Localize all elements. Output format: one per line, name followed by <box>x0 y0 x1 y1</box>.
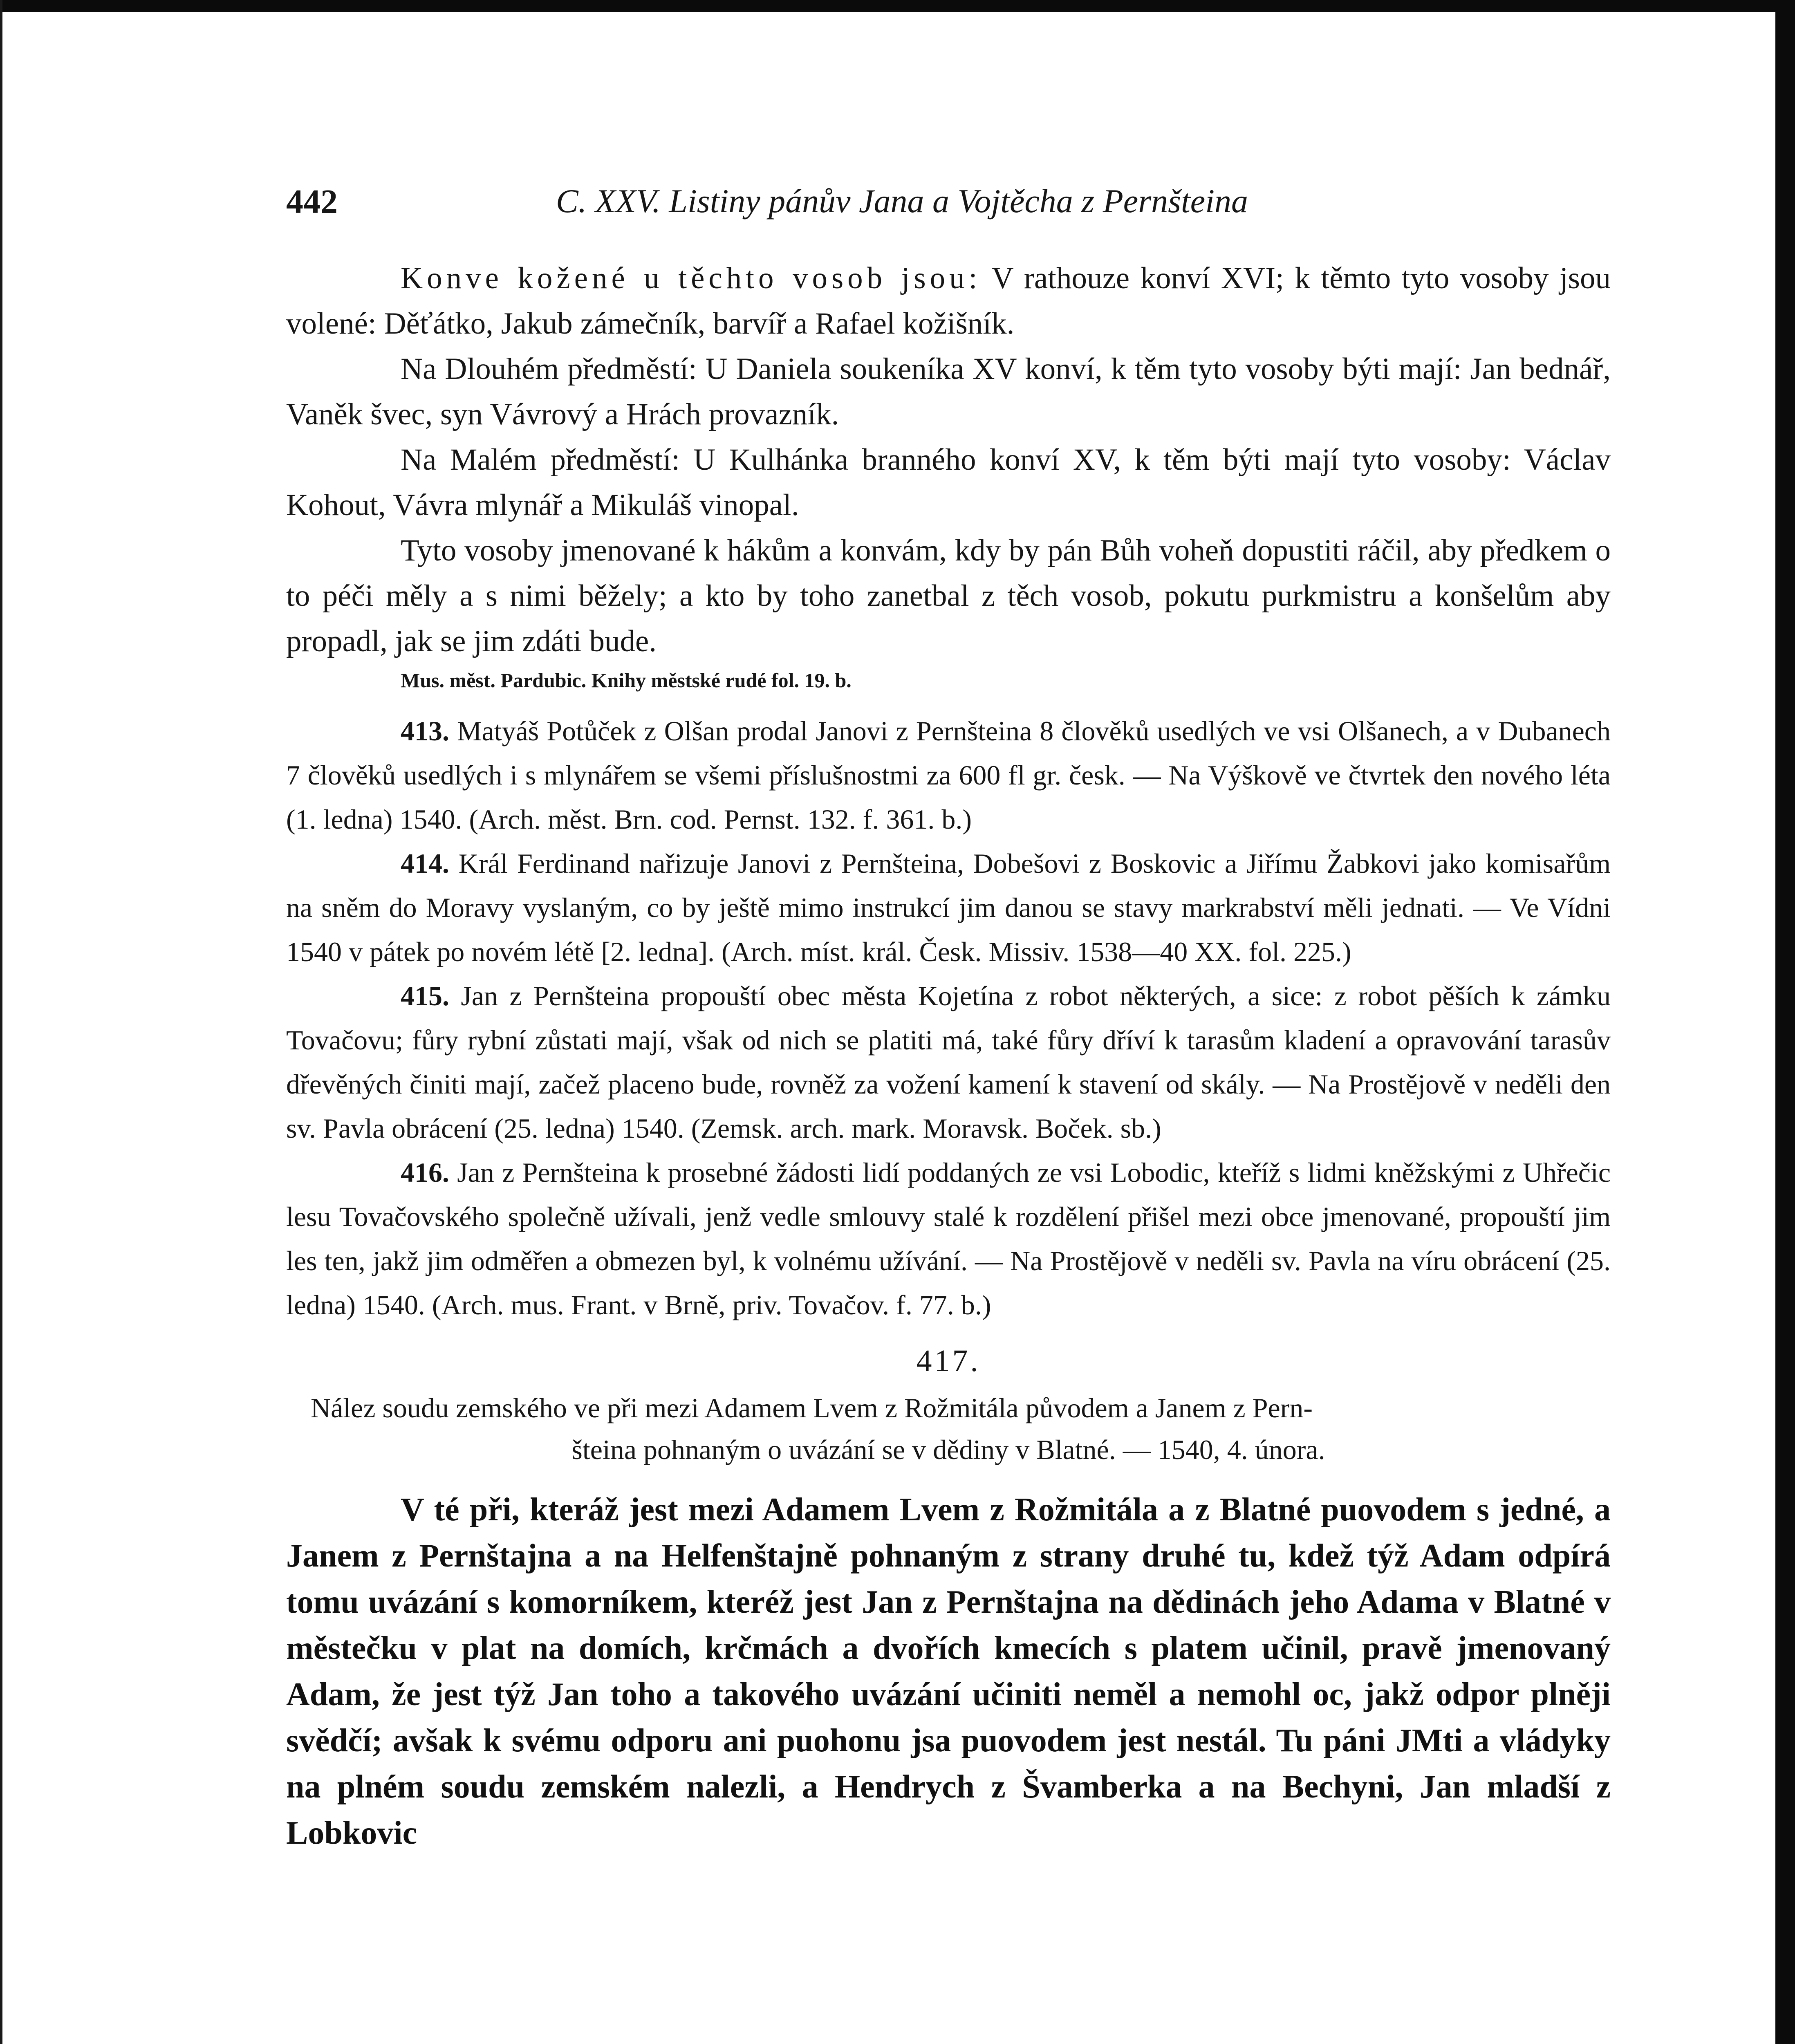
entry-413 <box>286 709 1611 841</box>
entry-415 <box>286 974 1611 1150</box>
paragraph-lead: Na Dlouhém předměstí: <box>401 352 697 386</box>
document-body: V té při, kteráž jest mezi Adamem Lvem z Rožmitála a z Blatné puovodem s jedné, a Janem z Pernštajna a na Helfenštajně pohnaným z strany druhé tu, kdež týž Adam odpírá tomu uvázání s komorníkem, kteréž jest Jan z Pernštajna na dědinách jeho Adama v Blatné v městečku v plat na domích, krčmách a dvořích kmecích s platem učinil, pravě jmenovaný Adam, že jest týž Jan toho a takového uvázání učiniti neměl a nemohl oc, jakž odpor plněji svědčí; avšak k svému odporu ani puohonu jsa puovodem jest nestál. Tu páni JMti a vládyky na plném soudu zemském nalezli, a Hendrych z Švamberka a na Bechyni, Jan mladší z Lobkovic <box>286 1492 1611 1851</box>
paragraph-konve <box>286 256 1611 346</box>
paragraph-text: V rathouze konví XVI; k těmto tyto vosoby jsou volené: Děťátko, Jakub zámečník, barvíř a Rafael kožišník. <box>286 261 1611 341</box>
entry-number: 414. <box>401 848 449 879</box>
scan-border-top <box>0 0 1795 12</box>
running-title: C. XXV. Listiny pánův Jana a Vojtěcha z Pernšteina <box>556 182 1248 220</box>
entry-text: Jan z Pernšteina propouští obec města Kojetína z robot některých, a sice: z robot pěších k zámku Tovačovu; fůry rybní zůstati mají, však od nich se platiti má, také fůry dříví k tarasům kladení a opravování tarasův dřevěných činiti mají, začež placeno bude, rovněž za vožení kamení k stavení od skály. — Na Prostějově v neděli den sv. Pavla obrácení (25. ledna) 1540. (Zemsk. arch. mark. Moravsk. Boček. sb.) <box>286 980 1611 1144</box>
entry-text: Matyáš Potůček z Olšan prodal Janovi z Pernšteina 8 člověků usedlých ve vsi Olšanech, a v Dubanech 7 člověků usedlých i s mlynářem se všemi příslušnostmi za 600 fl gr. česk. — Na Výškově ve čtvrtek den nového léta (1. ledna) 1540. (Arch. měst. Brn. cod. Pernst. 132. f. 361. b.) <box>286 715 1611 835</box>
paragraph-text: U Kulhánka branného konví XV, k těm býti mají tyto vosoby: Václav Kohout, Vávra mlynář a Mikuláš vinopal. <box>286 443 1611 522</box>
source-citation: Mus. měst. Pardubic. Knihy městské rudé fol. 19. b. <box>401 669 852 692</box>
paragraph-lead: Konve kožené u těchto vosob jsou: <box>401 261 982 295</box>
scan-border-right <box>1775 0 1795 2044</box>
entry-number: 415. <box>401 980 449 1011</box>
paragraph-lead: Na Malém předměstí: <box>401 443 680 477</box>
scan-border-left <box>0 0 2 2044</box>
entry-number: 413. <box>401 715 449 746</box>
entry-416 <box>286 1150 1611 1327</box>
entry-text: Král Ferdinand nařizuje Janovi z Pernšteina, Dobešovi z Boskovic a Jiřímu Žabkovi jako komisařům na sněm do Moravy vyslaným, co by ještě mimo instrukcí jim danou se stavy markrabství měli jednati. — Ve Vídni 1540 v pátek po novém létě [2. ledna]. (Arch. míst. král. Česk. Missiv. 1538—40 XX. fol. 225.) <box>286 848 1611 967</box>
document-summary <box>311 1387 1586 1470</box>
entry-number: 416. <box>401 1157 449 1188</box>
paragraph-text: U Daniela soukeníka XV konví, k těm tyto vosoby býti mají: Jan bednář, Vaněk švec, syn Vávrový a Hrách provazník. <box>286 352 1611 431</box>
page-content <box>286 256 1611 1856</box>
document-number: 417. <box>916 1344 981 1378</box>
document-summary-line: šteina pohnaným o uvázání se v dědiny v Blatné. — 1540, 4. února. <box>571 1434 1325 1465</box>
paragraph-text: Tyto vosoby jmenované k hákům a konvám, kdy by pán Bůh voheň dopustiti ráčil, aby předkem o to péči měly a s nimi běžely; a kto by toho zanetbal z těch vosob, pokutu purkmistru a konšelům aby propadl, jak se jim zdáti bude. <box>286 533 1611 658</box>
entry-414 <box>286 841 1611 974</box>
paragraph-dlouhe-predmesti <box>286 346 1611 437</box>
paragraph-tyto-vosoby <box>286 528 1611 664</box>
paragraph-male-predmesti <box>286 437 1611 528</box>
entry-text: Jan z Pernšteina k prosebné žádosti lidí poddaných ze vsi Lobodic, kteříž s lidmi kněžskými z Uhřečic lesu Tovačovského společně užívali, jenž vedle smlouvy stalé k rozdělení přišel mezi obce jmenované, propouští jim les ten, jakž jim odměřen a obmezen byl, k volnému užívání. — Na Prostějově v neděli sv. Pavla na víru obrácení (25. ledna) 1540. (Arch. mus. Frant. v Brně, priv. Tovačov. f. 77. b.) <box>286 1157 1611 1320</box>
page-header <box>286 182 1337 227</box>
page-number: 442 <box>286 183 338 221</box>
document-summary-line: Nález soudu zemského ve při mezi Adamem Lvem z Rožmitála původem a Janem z Pern- <box>311 1392 1313 1423</box>
